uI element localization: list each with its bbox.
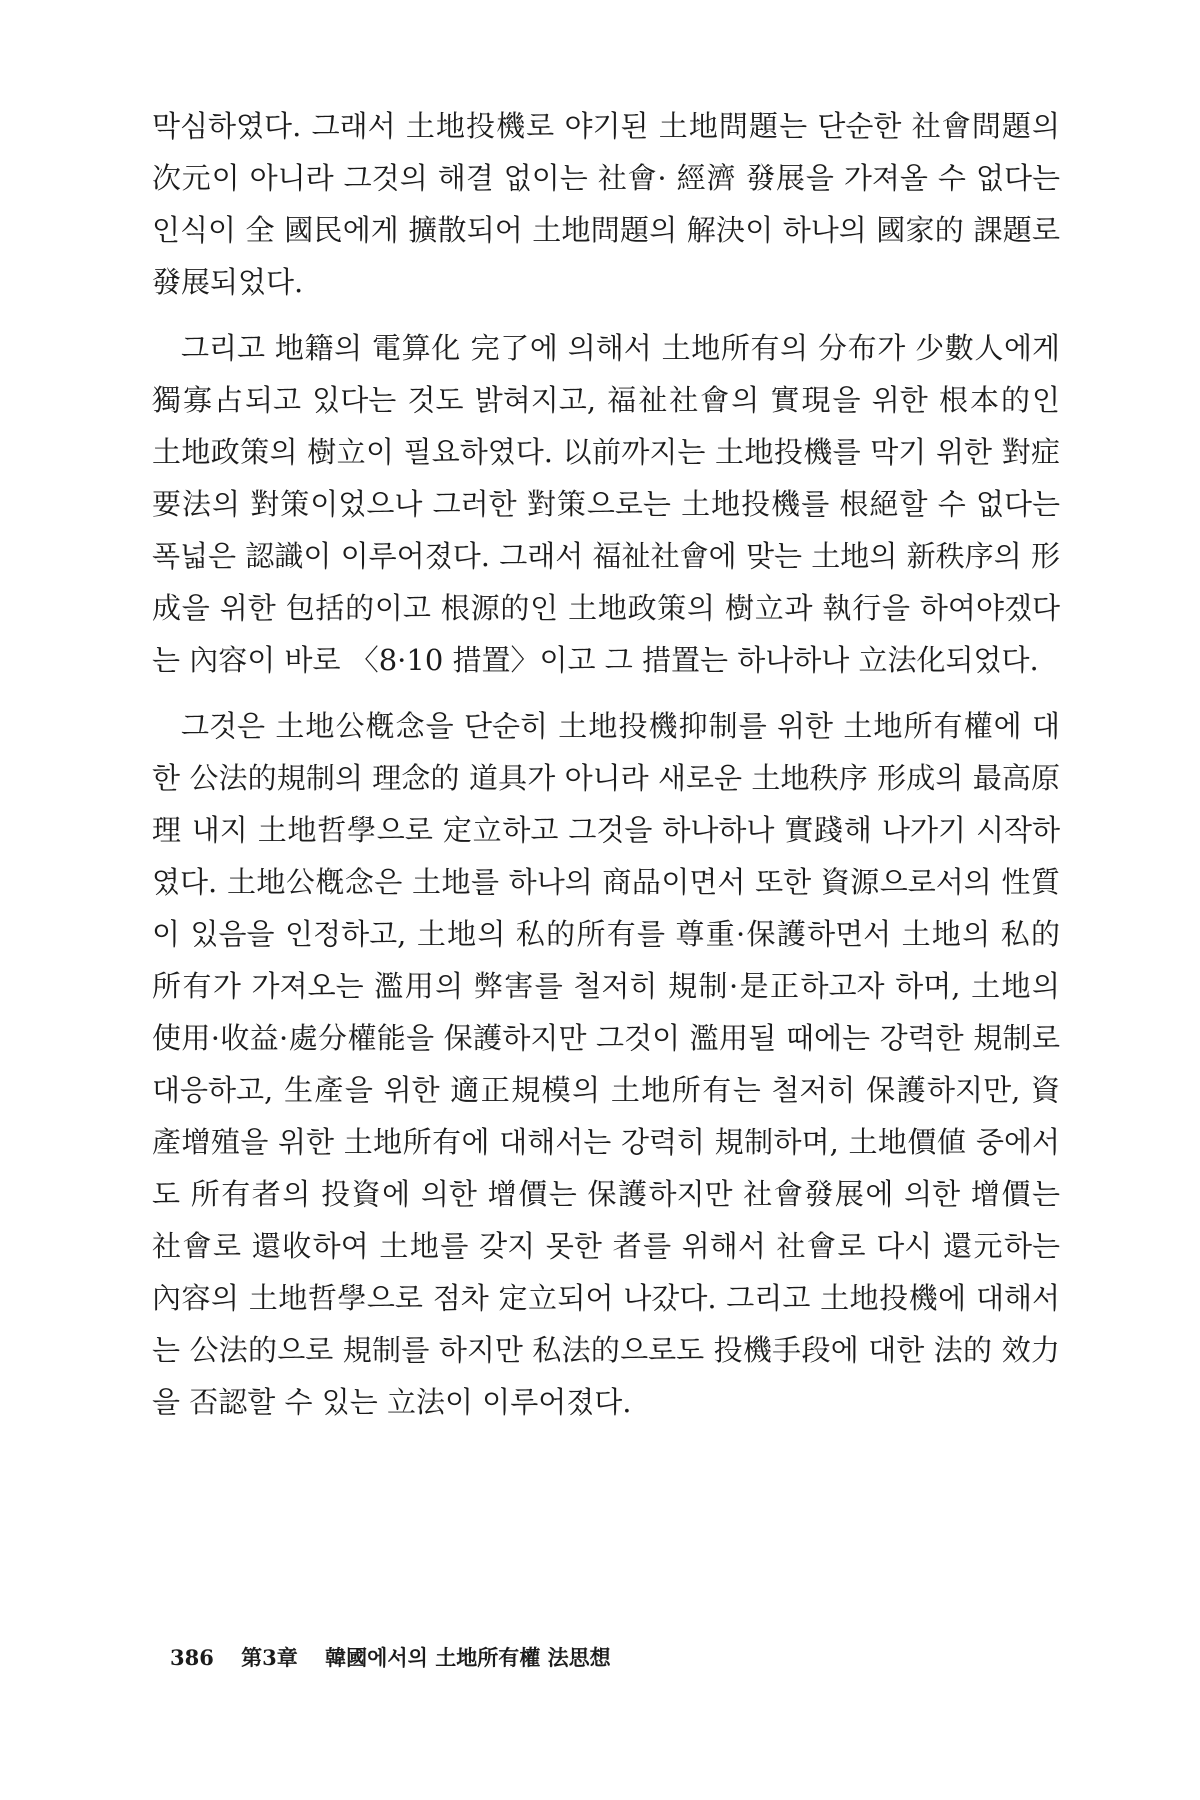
chapter-label: 第3章 — [241, 1645, 298, 1670]
page-footer — [170, 1642, 631, 1672]
chapter-title: 韓國에서의 土地所有權 法思想 — [325, 1645, 611, 1670]
page-number: 386 — [170, 1645, 214, 1670]
paragraph-1: 막심하였다. 그래서 土地投機로 야기된 土地問題는 단순한 社會問題의 次元이 아니라 그것의 해결 없이는 社會· 經濟 發展을 가져올 수 없다는 인식이 全 國民에게 擴散되어 土地問題의 解決이 하나의 國家的 課題로 發展되었다. — [152, 109, 1060, 299]
paragraph-3: 그것은 土地公槪念을 단순히 土地投機抑制를 위한 土地所有權에 대한 公法的規制의 理念的 道具가 아니라 새로운 土地秩序 形成의 最高原理 내지 土地哲學으로 定立하고 그것을 하나하나 實踐해 나가기 시작하였다. 土地公槪念은 土地를 하나의 商品이면서 또한 資源으로서의 性質이 있음을 인정하고, 土地의 私的所有를 尊重·保護하면서 土地의 私的所有가 가져오는 濫用의 弊害를 철저히 規制·是正하고자 하며, 土地의 使用·收益·處分權能을 保護하지만 그것이 濫用될 때에는 강력한 規制로 대응하고, 生產을 위한 適正規模의 土地所有는 철저히 保護하지만, 資產增殖을 위한 土地所有에 대해서는 강력히 規制하며, 土地價値 중에서도 所有者의 投資에 의한 增價는 保護하지만 社會發展에 의한 增價는 社會로 還收하여 土地를 갖지 못한 者를 위해서 社會로 다시 還元하는 內容의 土地哲學으로 점차 定立되어 나갔다. 그리고 土地投機에 대해서는 公法的으로 規制를 하지만 私法的으로도 投機手段에 대한 法的 效力을 否認할 수 있는 立法이 이루어졌다. — [152, 709, 1060, 1419]
body-text — [152, 100, 1060, 1442]
paragraph-2: 그리고 地籍의 電算化 完了에 의해서 土地所有의 分布가 少數人에게 獨寡占되고 있다는 것도 밝혀지고, 福祉社會의 實現을 위한 根本的인 土地政策의 樹立이 필요하였다. 以前까지는 土地投機를 막기 위한 對症要法의 對策이었으나 그러한 對策으로는 土地投機를 根絕할 수 없다는 폭넓은 認識이 이루어졌다. 그래서 福祉社會에 맞는 土地의 新秩序의 形成을 위한 包括的이고 根源的인 土地政策의 樹立과 執行을 하여야겠다는 內容이 바로 〈8·10 措置〉이고 그 措置는 하나하나 立法化되었다. — [152, 331, 1060, 677]
